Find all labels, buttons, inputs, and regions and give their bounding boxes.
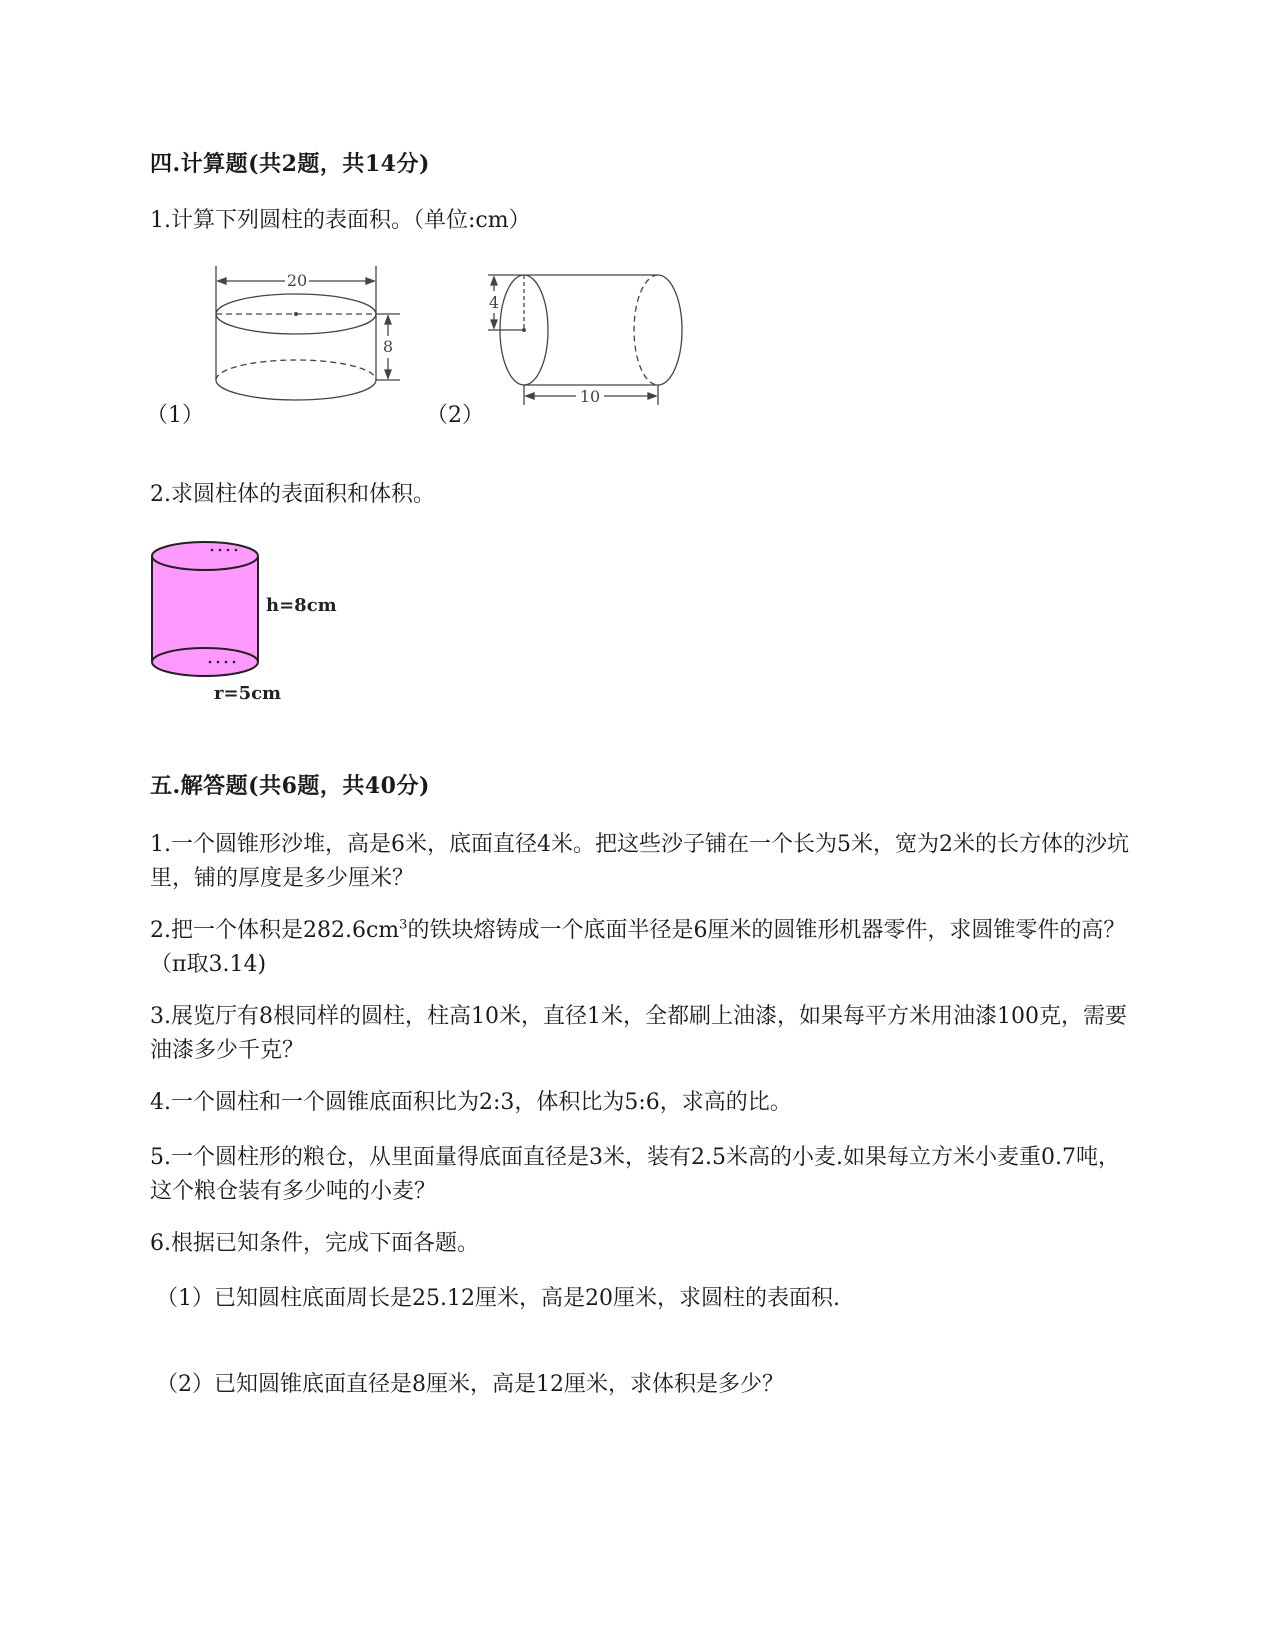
calc-question-1: 1.计算下列圆柱的表面积。（单位:cm） — [150, 208, 531, 233]
fig2-length-dimension: 10 — [579, 387, 601, 406]
pink-cylinder-figure — [146, 536, 346, 716]
section-4-title: 四.计算题(共2题，共14分) — [150, 151, 430, 177]
answer-question-3: 3.展览厅有8根同样的圆柱，柱高10米，直径1米，全都刷上油漆，如果每平方米用油漆100克，需要油漆多少千克？ — [150, 1004, 1127, 1063]
cylinder-figure-1 — [200, 262, 420, 412]
cylinder-figure-2 — [480, 265, 710, 415]
cube-exponent: 3 — [399, 917, 408, 933]
radius-label: r=5cm — [214, 683, 282, 704]
answer-question-5: 5.一个圆柱形的粮仓，从里面量得底面直径是3米，装有2.5米高的小麦.如果每立方米小麦重0.7吨，这个粮仓装有多少吨的小麦？ — [150, 1145, 1120, 1204]
answer-question-4: 4.一个圆柱和一个圆锥底面积比为2:3，体积比为5:6，求高的比。 — [150, 1090, 792, 1115]
sub-question-1: （1）已知圆柱底面周长是25.12厘米，高是20厘米，求圆柱的表面积. — [156, 1286, 840, 1311]
height-label: h=8cm — [266, 595, 337, 616]
fig1-top-dimension: 20 — [286, 271, 308, 290]
answer-question-2-part-b: 的铁块熔铸成一个底面半径是6厘米的圆锥形机器零件，求圆锥零件的高？（π取3.14) — [150, 918, 1126, 977]
section-5-title: 五.解答题(共6题，共40分) — [150, 773, 430, 799]
fig1-label: （1） — [146, 403, 204, 428]
fig1-side-dimension: 8 — [382, 337, 394, 356]
answer-question-2-part-a: 2.把一个体积是282.6cm — [150, 918, 400, 943]
answer-question-1: 1.一个圆锥形沙堆，高是6米，底面直径4米。把这些沙子铺在一个长为5米，宽为2米的长方体的沙坑里，铺的厚度是多少厘米？ — [150, 832, 1129, 891]
answer-question-2 — [150, 914, 1130, 982]
calc-question-2: 2.求圆柱体的表面积和体积。 — [150, 482, 435, 507]
sub-question-2: （2）已知圆锥底面直径是8厘米，高是12厘米，求体积是多少？ — [156, 1372, 784, 1397]
fig2-radius-dimension: 4 — [488, 293, 500, 312]
answer-question-6: 6.根据已知条件，完成下面各题。 — [150, 1231, 479, 1256]
fig2-label: （2） — [426, 403, 484, 428]
